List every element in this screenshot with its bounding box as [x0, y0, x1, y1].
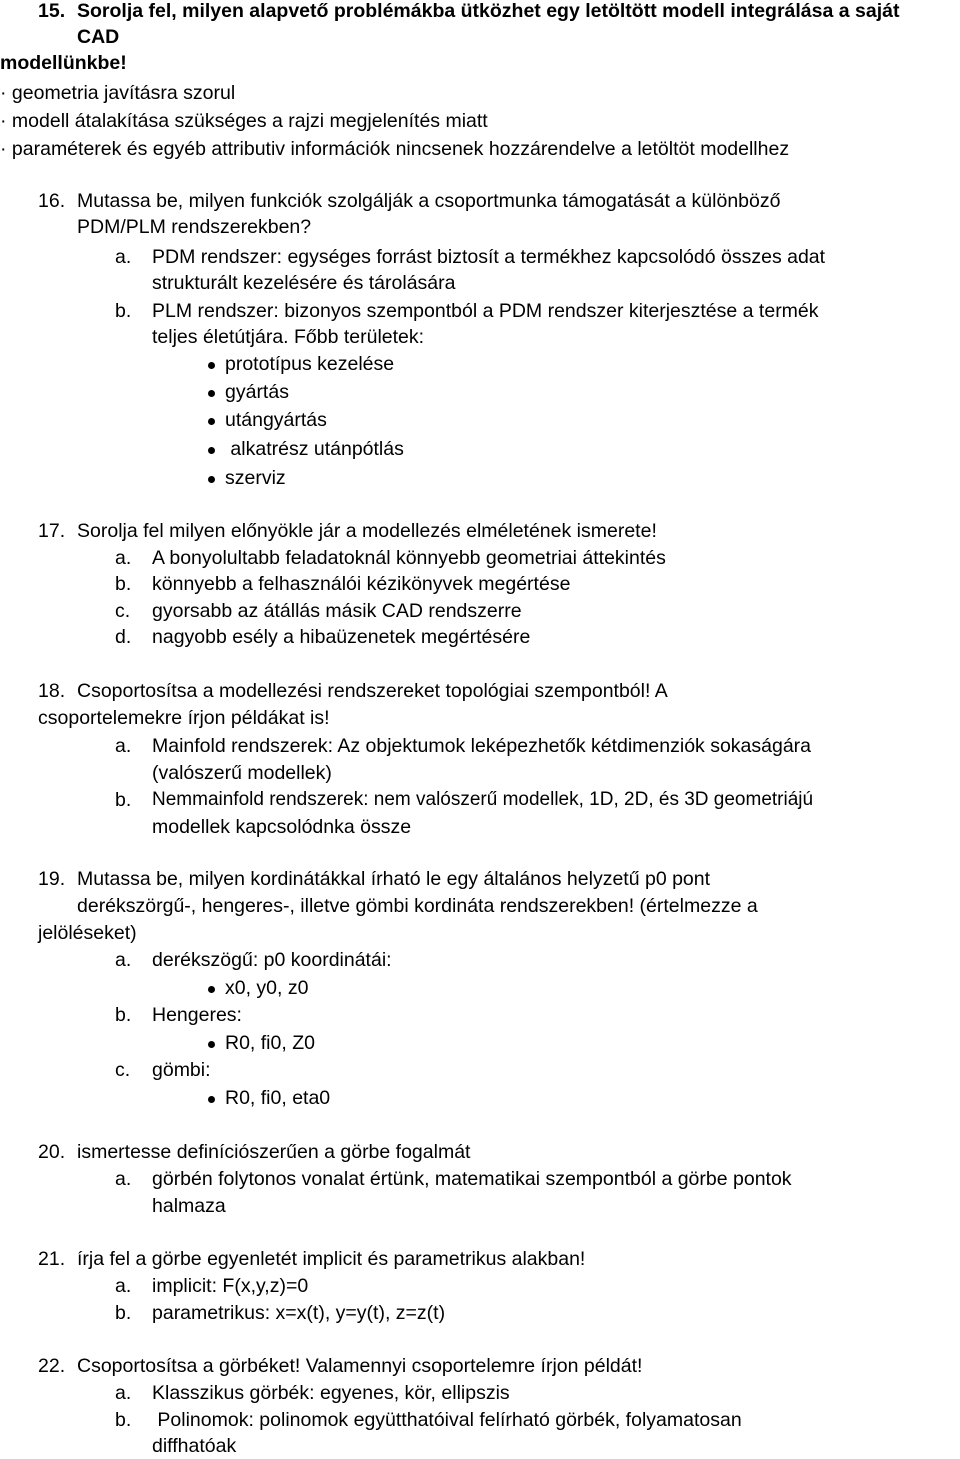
question-21-text: írja fel a görbe egyenletét implicit és parametrikus alakban!: [77, 1248, 586, 1270]
question-15-item: · geometria javításra szorul: [0, 82, 236, 104]
question-16-b-label: b.: [115, 300, 132, 322]
question-21-b-label: b.: [115, 1302, 132, 1324]
bullet-text: alkatrész utánpótlás: [225, 438, 404, 460]
question-17-item-text: gyorsabb az átállás másik CAD rendszerre: [152, 600, 522, 622]
question-18-text-line1: Csoportosítsa a modellezési rendszereket topológiai szempontból! A: [77, 680, 668, 702]
question-17-item-label: d.: [115, 626, 132, 648]
question-16-text-line2: PDM/PLM rendszerekben?: [77, 216, 312, 238]
bullet-item: [0, 407, 600, 435]
bullet-text: R0, fi0, Z0: [225, 1032, 315, 1054]
question-19-text-line2: derékszörgű-, hengeres-, illetve gömbi kordináta rendszerekben! (értelmezze a: [77, 895, 758, 917]
question-22-b-label: b.: [115, 1409, 132, 1431]
question-18-b-label: b.: [115, 789, 132, 811]
question-17-item-label: a.: [115, 547, 132, 569]
question-21-b-text: parametrikus: x=x(t), y=y(t), z=z(t): [152, 1302, 446, 1324]
question-21-number: 21.: [38, 1248, 66, 1270]
bullet-text: gyártás: [225, 381, 289, 403]
bullet-item: [0, 975, 600, 1003]
bullet-item: [0, 1085, 600, 1113]
question-16-a-text-line1: PDM rendszer: egységes forrást biztosít a termékhez kapcsolódó összes adat: [152, 246, 826, 268]
bullet-text: x0, y0, z0: [225, 977, 309, 999]
bullet-text: szerviz: [225, 467, 286, 489]
question-21-a-label: a.: [115, 1275, 132, 1297]
question-19-text-line3: jelöléseket): [38, 922, 137, 944]
bullet-dot: [208, 418, 215, 425]
question-22-b-text-line1: Polinomok: polinomok együtthatóival felírható görbék, folyamatosan: [152, 1409, 742, 1431]
question-22-number: 22.: [38, 1355, 66, 1377]
question-21-a-text: implicit: F(x,y,z)=0: [152, 1275, 309, 1297]
bullet-item: [0, 379, 600, 407]
question-20-text: ismertesse definíciószerűen a görbe fogalmát: [77, 1141, 471, 1163]
question-17-item-text: nagyobb esély a hibaüzenetek megértésére: [152, 626, 531, 648]
question-19-text-line1: Mutassa be, milyen kordinátákkal írható le egy általános helyzetű p0 pont: [77, 868, 711, 890]
question-18-number: 18.: [38, 680, 66, 702]
question-16-a-label: a.: [115, 246, 132, 268]
bullet-dot: [208, 447, 215, 454]
bullet-dot: [208, 476, 215, 483]
question-16-a-text-line2: strukturált kezelésére és tárolására: [152, 272, 456, 294]
question-19-a-text: derékszögű: p0 koordinátái:: [152, 949, 392, 971]
question-16-text-line1: Mutassa be, milyen funkciók szolgálják a csoportmunka támogatását a különböző: [77, 190, 781, 212]
question-18-a-text-line2: (valószerű modellek): [152, 762, 332, 784]
question-20-number: 20.: [38, 1141, 66, 1163]
question-15-item: · modell átalakítása szükséges a rajzi megjelenítés miatt: [0, 110, 488, 132]
question-17-text: Sorolja fel milyen előnyökle jár a modellezés elméletének ismerete!: [77, 520, 657, 542]
question-17-item-label: b.: [115, 573, 132, 595]
question-22-a-label: a.: [115, 1382, 132, 1404]
question-22-b-text-line2: diffhatóak: [152, 1435, 237, 1457]
question-16-b-text-line1: PLM rendszer: bizonyos szempontból a PDM rendszer kiterjesztése a termék: [152, 300, 819, 322]
question-17-item-text: A bonyolultabb feladatoknál könnyebb geometriai áttekintés: [152, 547, 666, 569]
bullet-item: [0, 1030, 600, 1058]
bullet-text: R0, fi0, eta0: [225, 1087, 331, 1109]
bullet-text: prototípus kezelése: [225, 353, 395, 375]
question-17-item-text: könnyebb a felhasználói kézikönyvek megértése: [152, 573, 571, 595]
question-19-c-label: c.: [115, 1059, 131, 1081]
question-19-b-text: Hengeres:: [152, 1004, 242, 1026]
question-18-text-line2: csoportelemekre írjon példákat is!: [38, 707, 330, 729]
bullet-dot: [208, 1096, 215, 1103]
question-19-number: 19.: [38, 868, 66, 890]
bullet-text: utángyártás: [225, 409, 327, 431]
question-19-a-label: a.: [115, 949, 132, 971]
bullet-dot: [208, 390, 215, 397]
question-18-b-text-line1: Nemmainfold rendszerek: nem valószerű modellek, 1D, 2D, és 3D geometriájú: [152, 789, 814, 810]
bullet-dot: [208, 1041, 215, 1048]
bullet-dot: [208, 986, 215, 993]
question-19-c-text: gömbi:: [152, 1059, 211, 1081]
bullet-item: [0, 351, 600, 379]
question-18-b-text-line2: modellek kapcsolódnka össze: [152, 816, 412, 838]
question-18-a-text-line1: Mainfold rendszerek: Az objektumok leképezhetők kétdimenziók sokaságára: [152, 735, 812, 757]
question-22-a-text: Klasszikus görbék: egyenes, kör, ellipszis: [152, 1382, 510, 1404]
question-17-item-label: c.: [115, 600, 131, 622]
question-15-item: · paraméterek és egyéb attributiv információk nincsenek hozzárendelve a letöltöt modellhez: [0, 138, 790, 160]
question-16-b-text-line2: teljes életútjára. Főbb területek:: [152, 326, 425, 348]
question-18-a-label: a.: [115, 735, 132, 757]
question-20-a-text-line2: halmaza: [152, 1195, 226, 1217]
bullet-item: [0, 465, 600, 493]
question-19-b-label: b.: [115, 1004, 132, 1026]
question-15-number: 15.: [38, 0, 66, 22]
question-17-number: 17.: [38, 520, 66, 542]
question-15-text-line3: modellünkbe!: [0, 52, 127, 74]
question-20-a-label: a.: [115, 1168, 132, 1190]
bullet-item: [0, 436, 600, 464]
question-22-text: Csoportosítsa a görbéket! Valamennyi csoportelemre írjon példát!: [77, 1355, 643, 1377]
question-20-a-text-line1: görbén folytonos vonalat értünk, matematikai szempontból a görbe pontok: [152, 1168, 792, 1190]
question-16-number: 16.: [38, 190, 66, 212]
question-15-text-line2: CAD: [77, 26, 120, 48]
question-15-text-line1: Sorolja fel, milyen alapvető problémákba ütközhet egy letöltött modell integrálása a saját: [77, 0, 900, 22]
bullet-dot: [208, 362, 215, 369]
